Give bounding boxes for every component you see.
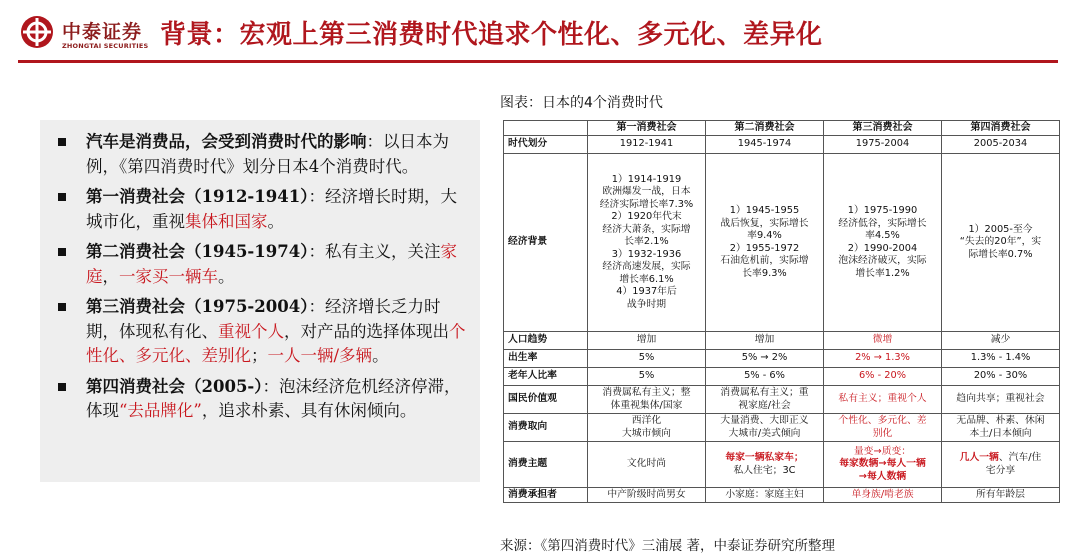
bullet-item bbox=[50, 240, 470, 289]
cell-line: 别化 bbox=[872, 427, 893, 439]
table-cell bbox=[942, 350, 1060, 368]
cell-line: 本土/日本倾向 bbox=[969, 427, 1032, 439]
cell-line: 1912-1941 bbox=[619, 138, 674, 150]
table-cell bbox=[706, 488, 824, 503]
table-cell bbox=[706, 414, 824, 442]
cell-line: 大城市/美式倾向 bbox=[728, 427, 801, 439]
bullet-square-icon bbox=[58, 303, 66, 311]
bullet-text-segment: 汽车是消费品，会受到消费时代的影响 bbox=[86, 132, 367, 151]
row-label: 经济背景 bbox=[504, 154, 588, 332]
cell-line: 1.3% - 1.4% bbox=[970, 352, 1031, 364]
header bbox=[0, 0, 1080, 66]
cell-line: 率9.4% bbox=[747, 230, 782, 241]
table-cell bbox=[824, 488, 942, 503]
cell-line: 单身族/啃老族 bbox=[851, 488, 914, 500]
bullet-square-icon bbox=[58, 383, 66, 391]
brand-name: 中泰证券 bbox=[62, 21, 143, 43]
cell-line: 石油危机前，实际增 bbox=[720, 255, 809, 266]
bullet-text-segment: 家庭 bbox=[86, 242, 457, 286]
table-header-row bbox=[504, 121, 1060, 136]
table-cell bbox=[824, 386, 942, 414]
table-header-cell: 第一消费社会 bbox=[588, 121, 706, 136]
bullet-text-segment: 第三消费社会（1975-2004） bbox=[86, 297, 309, 316]
table-cell bbox=[942, 332, 1060, 350]
cell-line: 西洋化 bbox=[631, 415, 662, 426]
bullet-text-segment: 。 bbox=[267, 211, 284, 231]
cell-line bbox=[960, 452, 1042, 463]
table-row bbox=[504, 136, 1060, 154]
row-label: 人口趋势 bbox=[504, 332, 588, 350]
table-row bbox=[504, 442, 1060, 488]
cell-line: 2）1990-2004 bbox=[847, 242, 918, 254]
table-cell bbox=[706, 154, 824, 332]
table-header-cell bbox=[504, 121, 588, 136]
cell-line: 大城市倾向 bbox=[622, 427, 671, 439]
bullet-square-icon bbox=[58, 193, 66, 201]
bullet-text-segment: 第一消费社会（1912-1941） bbox=[86, 187, 309, 206]
cell-line: 20% - 30% bbox=[973, 370, 1028, 382]
cell-line: 6% - 20% bbox=[858, 370, 907, 382]
cell-line: 2）1955-1972 bbox=[729, 242, 800, 254]
table-cell bbox=[942, 442, 1060, 488]
bullet-text-segment: 第二消费社会（1945-1974） bbox=[86, 242, 309, 261]
table-row bbox=[504, 332, 1060, 350]
cell-line: 1）1975-1990 bbox=[847, 205, 918, 216]
bullet-text-segment: 重视个人 bbox=[218, 321, 284, 341]
cell-line: 消费属私有主义；重 bbox=[720, 387, 809, 398]
row-label: 国民价值观 bbox=[504, 386, 588, 414]
cell-line: 5% - 6% bbox=[744, 370, 785, 382]
cell-line: 文化时尚 bbox=[626, 458, 667, 470]
title-divider bbox=[18, 60, 1058, 63]
cell-line: 际增长率0.7% bbox=[968, 248, 1033, 260]
bullet-text-segment: ，追求朴素、具有休闲倾向。 bbox=[201, 401, 417, 420]
cell-line: 增加 bbox=[636, 334, 657, 346]
cell-line: 2% → 1.3% bbox=[855, 352, 910, 364]
table-cell bbox=[942, 136, 1060, 154]
bullet-panel bbox=[40, 120, 480, 482]
bullet-text-segment: ：泡沫经济危机经济停滞，体现 bbox=[86, 376, 461, 420]
cell-line: 经济高速发展，实际 bbox=[602, 261, 691, 273]
table-cell bbox=[588, 136, 706, 154]
row-label: 消费取向 bbox=[504, 414, 588, 442]
table-cell bbox=[824, 136, 942, 154]
cell-line: 1）2005-至今 bbox=[968, 223, 1033, 235]
table-cell bbox=[942, 488, 1060, 503]
cell-line: 私人住宅；3C bbox=[733, 464, 796, 476]
bullet-text-segment: 一人一辆/多辆 bbox=[267, 346, 373, 365]
cell-line: 大量消费、大即正义 bbox=[720, 415, 809, 426]
cell-line: 2）1920年代末 bbox=[611, 211, 682, 223]
cell-line: 2005-2034 bbox=[973, 138, 1028, 150]
source-note: 来源：《第四消费时代》三浦展 著，中泰证券研究所整理 bbox=[500, 538, 836, 554]
table-cell bbox=[588, 350, 706, 368]
bullet-square-icon bbox=[58, 248, 66, 256]
table-row bbox=[504, 414, 1060, 442]
cell-line: 增长率1.2% bbox=[855, 267, 910, 279]
table-header-cell: 第四消费社会 bbox=[942, 121, 1060, 136]
cell-line: 经济实际增长率7.3% bbox=[599, 198, 694, 210]
row-label: 老年人比率 bbox=[504, 368, 588, 386]
cell-line: 战后恢复，实际增长 bbox=[720, 217, 809, 229]
cell-line: 长率9.3% bbox=[742, 267, 787, 279]
table-cell bbox=[824, 332, 942, 350]
bullet-text-segment: ：以日本为例，《第四消费时代》划分日本4个消费时代。 bbox=[86, 132, 449, 176]
table-cell bbox=[706, 442, 824, 488]
cell-line: 增加 bbox=[754, 334, 775, 346]
cell-line: “失去的20年”，实 bbox=[959, 236, 1042, 248]
bullet-text-segment: “去品牌化” bbox=[119, 401, 202, 420]
cell-line: 个性化、多元化、差 bbox=[838, 415, 927, 426]
table-cell bbox=[706, 136, 824, 154]
bullet-text-segment: 。 bbox=[372, 346, 389, 365]
table-row bbox=[504, 488, 1060, 503]
table-cell bbox=[706, 386, 824, 414]
cell-rest: 、汽车/住 bbox=[998, 452, 1042, 463]
zhongtai-logo-icon bbox=[20, 15, 54, 49]
table-cell bbox=[942, 154, 1060, 332]
bullet-text-segment: 一家买一辆车 bbox=[119, 266, 218, 286]
cell-line: 泡沫经济破灭，实际 bbox=[838, 255, 927, 266]
cell-line: 5% bbox=[638, 370, 655, 382]
cell-line: 1945-1974 bbox=[737, 138, 792, 150]
cell-line: 视家庭/社会 bbox=[738, 399, 791, 411]
cell-line: 增长率6.1% bbox=[619, 273, 674, 285]
table-cell bbox=[588, 368, 706, 386]
cell-line: 量变→质变： bbox=[853, 445, 912, 457]
table-cell bbox=[824, 442, 942, 488]
cell-line: 所有年龄层 bbox=[976, 488, 1025, 500]
table-cell bbox=[588, 488, 706, 503]
cell-line: 消费属私有主义；整 bbox=[602, 387, 691, 398]
bullet-text-segment: 第四消费社会（2005-） bbox=[86, 376, 263, 396]
table-cell bbox=[588, 386, 706, 414]
table-row bbox=[504, 154, 1060, 332]
cell-line: 每家一辆私家车； bbox=[725, 452, 804, 463]
cell-line: 1975-2004 bbox=[855, 138, 910, 150]
row-label: 消费承担者 bbox=[504, 488, 588, 503]
cell-line: 1）1914-1919 bbox=[611, 173, 682, 185]
table-cell bbox=[588, 154, 706, 332]
cell-line: 1）1945-1955 bbox=[729, 205, 800, 216]
bullet-text-segment: ； bbox=[251, 346, 268, 365]
bullet-text-segment: ：经济增长乏力时期，体现私有化、 bbox=[86, 297, 441, 341]
cell-line: 每家数辆→每人一辆 bbox=[839, 458, 926, 470]
bullet-square-icon bbox=[58, 138, 66, 146]
bullet-text-segment: ，对产品的选择体现出 bbox=[284, 321, 449, 341]
brand-name-en: ZHONGTAI SECURITIES bbox=[62, 42, 149, 50]
consumption-era-table bbox=[503, 120, 1060, 503]
table-cell bbox=[942, 386, 1060, 414]
row-label: 时代划分 bbox=[504, 136, 588, 154]
bullet-item bbox=[50, 375, 470, 424]
table-cell bbox=[824, 414, 942, 442]
bullet-text-segment: ， bbox=[102, 266, 119, 286]
table-cell bbox=[588, 414, 706, 442]
bullet-item bbox=[50, 295, 470, 369]
cell-line: 私有主义；重视个人 bbox=[838, 393, 927, 405]
bullet-text-segment: 集体和国家 bbox=[185, 211, 268, 231]
cell-line: 率4.5% bbox=[865, 230, 900, 241]
cell-line: 5% bbox=[638, 352, 655, 364]
table-row bbox=[504, 368, 1060, 386]
cell-line: 长率2.1% bbox=[624, 236, 669, 248]
cell-line: 中产阶级时尚男女 bbox=[607, 488, 686, 500]
table-cell bbox=[824, 154, 942, 332]
cell-line: 无品牌、朴素、休闲 bbox=[956, 415, 1045, 426]
table-cell bbox=[588, 442, 706, 488]
cell-line: 趋向共享；重视社会 bbox=[956, 393, 1045, 405]
table-cell bbox=[588, 332, 706, 350]
cell-emphasis: 几人一辆 bbox=[959, 452, 999, 463]
cell-line: 欧洲爆发一战，日本 bbox=[602, 186, 691, 198]
bullet-item bbox=[50, 185, 470, 234]
cell-line: 战争时期 bbox=[626, 298, 667, 310]
bullet-text-segment: ：经济增长时期，大城市化，重视 bbox=[86, 187, 457, 231]
bullet-text-segment: 个性化、多元化、差别化 bbox=[86, 321, 466, 365]
table-cell bbox=[706, 350, 824, 368]
table-row bbox=[504, 386, 1060, 414]
table-cell bbox=[824, 368, 942, 386]
row-label: 消费主题 bbox=[504, 442, 588, 488]
table-caption: 图表：日本的4个消费时代 bbox=[500, 95, 663, 111]
cell-line: 小家庭：家庭主妇 bbox=[725, 488, 804, 500]
bullet-item bbox=[50, 130, 470, 179]
table-header-cell: 第二消费社会 bbox=[706, 121, 824, 136]
table-cell bbox=[706, 332, 824, 350]
cell-line: →每人数辆 bbox=[858, 470, 907, 482]
cell-line: 减少 bbox=[990, 334, 1011, 346]
table-row bbox=[504, 350, 1060, 368]
table-cell bbox=[942, 368, 1060, 386]
cell-line: 体重视集体/国家 bbox=[610, 399, 683, 411]
cell-line: 微增 bbox=[872, 334, 893, 346]
table-cell bbox=[706, 368, 824, 386]
cell-line: 5% → 2% bbox=[741, 352, 788, 364]
table-cell bbox=[824, 350, 942, 368]
row-label: 出生率 bbox=[504, 350, 588, 368]
bullet-text-segment: 。 bbox=[218, 266, 235, 286]
cell-line: 宅分享 bbox=[985, 464, 1016, 476]
cell-line: 4）1937年后 bbox=[616, 286, 677, 298]
cell-line: 3）1932-1936 bbox=[611, 248, 682, 260]
cell-line: 经济低谷，实际增长 bbox=[838, 217, 927, 229]
table-header-cell: 第三消费社会 bbox=[824, 121, 942, 136]
bullet-text-segment: ：私有主义，关注 bbox=[308, 242, 441, 261]
page-title: 背景：宏观上第三消费时代追求个性化、多元化、差异化 bbox=[160, 20, 823, 50]
cell-line: 经济大萧条，实际增 bbox=[602, 223, 691, 235]
table-cell bbox=[942, 414, 1060, 442]
